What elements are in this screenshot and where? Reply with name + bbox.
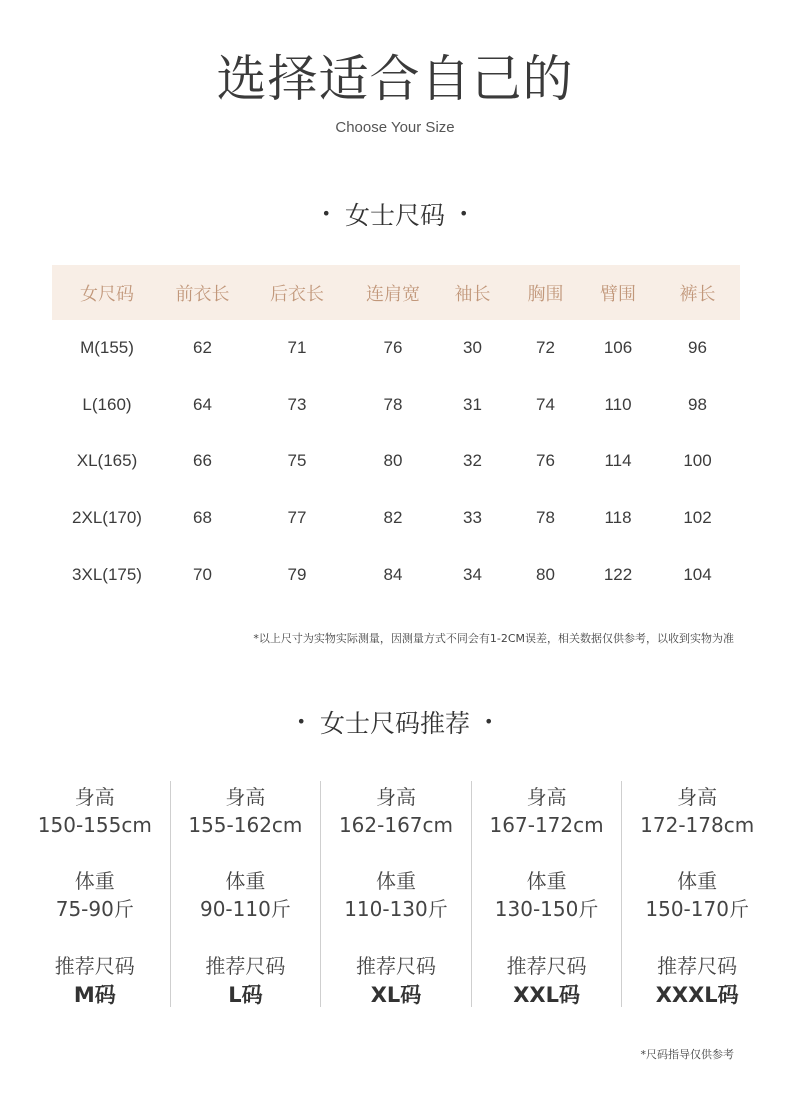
weight-label: 体重 [74,869,115,893]
table-cell: 72 [536,338,555,358]
bullet-dot-icon: • [296,712,306,731]
table-cell: 106 [603,338,633,358]
table-cell: 79 [287,564,307,584]
weight-label: 体重 [526,869,567,893]
weight-value: 110-130斤 [344,897,448,921]
weight-value: 75-90斤 [55,897,134,921]
table-header-row [52,265,740,320]
height-label: 身高 [526,785,567,809]
recommended-size-label: 推荐尺码 [657,954,738,978]
section-title-size-recommendation [0,708,790,741]
table-row [52,546,740,603]
table-cell: 96 [688,338,707,358]
table-cell: 100 [683,451,712,471]
table-cell: 30 [463,338,482,358]
height-label: 身高 [74,785,115,809]
bullet-dot-icon: • [484,712,494,731]
table-cell: 70 [193,564,212,584]
measurement-note: *以上尺寸为实物实际测量，因测量方式不同会有1-2CM误差，相关数据仅供参考，以收到实物为准 [253,632,734,645]
bullet-dot-icon: • [459,204,469,223]
table-cell: 75 [287,451,307,471]
recommended-size-value: L码 [228,983,263,1007]
table-header-cell: 胸围 [510,265,581,320]
table-cell: 98 [688,394,707,414]
height-label: 身高 [677,785,718,809]
table-cell: 74 [536,394,555,414]
table-cell: 102 [683,508,712,528]
table-cell: 84 [383,564,403,584]
table-header-cell: 后衣长 [243,265,351,320]
table-cell: 104 [683,564,712,584]
table-cell: 34 [463,564,482,584]
recommendation-column [621,781,772,1007]
height-value: 172-178cm [640,813,755,837]
height-value: 162-167cm [338,813,453,837]
section-title-text: 女士尺码推荐 [319,709,470,738]
table-cell: 3XL(175) [72,564,142,584]
recommendation-column [471,781,622,1007]
table-row [52,377,740,434]
table-header-cell: 女尺码 [52,265,162,320]
table-cell: 78 [536,508,555,528]
page-subtitle: Choose Your Size [335,119,455,136]
table-cell: 78 [383,394,403,414]
table-cell: 66 [193,451,212,471]
table-cell: 118 [604,508,632,528]
size-table [52,265,740,603]
table-cell: XL(165) [76,451,138,471]
height-value: 150-155cm [37,813,152,837]
table-header-cell: 前衣长 [162,265,243,320]
table-cell: 110 [604,394,632,414]
height-value: 167-172cm [489,813,604,837]
section-title-text: 女士尺码 [344,201,445,230]
height-value: 155-162cm [188,813,303,837]
weight-label: 体重 [375,869,416,893]
table-cell: 77 [287,508,307,528]
weight-value: 90-110斤 [199,897,291,921]
table-cell: L(160) [82,394,132,414]
table-cell: 64 [193,394,212,414]
table-cell: 2XL(170) [72,508,142,528]
recommended-size-value: XL码 [370,983,422,1007]
table-cell: 33 [463,508,482,528]
table-cell: 76 [536,451,555,471]
table-header-cell: 臂围 [581,265,655,320]
weight-value: 130-150斤 [494,897,599,921]
weight-label: 体重 [225,869,266,893]
recommended-size-value: M码 [73,983,116,1007]
table-cell: 80 [383,451,403,471]
table-cell: 73 [287,394,307,414]
table-row [52,320,740,377]
weight-label: 体重 [677,869,718,893]
table-cell: 80 [536,564,555,584]
height-label: 身高 [375,785,416,809]
table-cell: 76 [383,338,403,358]
bullet-dot-icon: • [321,204,331,223]
table-cell: 31 [463,394,482,414]
table-row [52,433,740,490]
recommendation-grid [20,781,772,1007]
table-cell: 32 [463,451,482,471]
table-cell: 68 [193,508,212,528]
recommended-size-value: XXL码 [513,983,580,1007]
recommendation-column [320,781,471,1007]
table-header-cell: 裤长 [655,265,740,320]
recommendation-column [20,781,170,1007]
recommended-size-label: 推荐尺码 [506,954,587,978]
page-title: 选择适合自己的 [216,50,574,108]
recommended-size-value: XXXL码 [655,983,739,1007]
table-row [52,490,740,547]
table-cell: 82 [383,508,403,528]
size-guide-note: *尺码指导仅供参考 [640,1048,734,1061]
table-cell: 62 [193,338,212,358]
section-title-size-chart [0,200,790,233]
recommended-size-label: 推荐尺码 [205,954,286,978]
table-header-cell: 袖长 [435,265,510,320]
recommendation-column [170,781,321,1007]
recommended-size-label: 推荐尺码 [355,954,436,978]
recommended-size-label: 推荐尺码 [54,954,135,978]
table-cell: 122 [603,564,633,584]
table-cell: M(155) [80,338,134,358]
table-cell: 71 [287,338,307,358]
table-cell: 114 [604,451,632,471]
table-header-cell: 连肩宽 [351,265,435,320]
height-label: 身高 [225,785,266,809]
weight-value: 150-170斤 [645,897,749,921]
